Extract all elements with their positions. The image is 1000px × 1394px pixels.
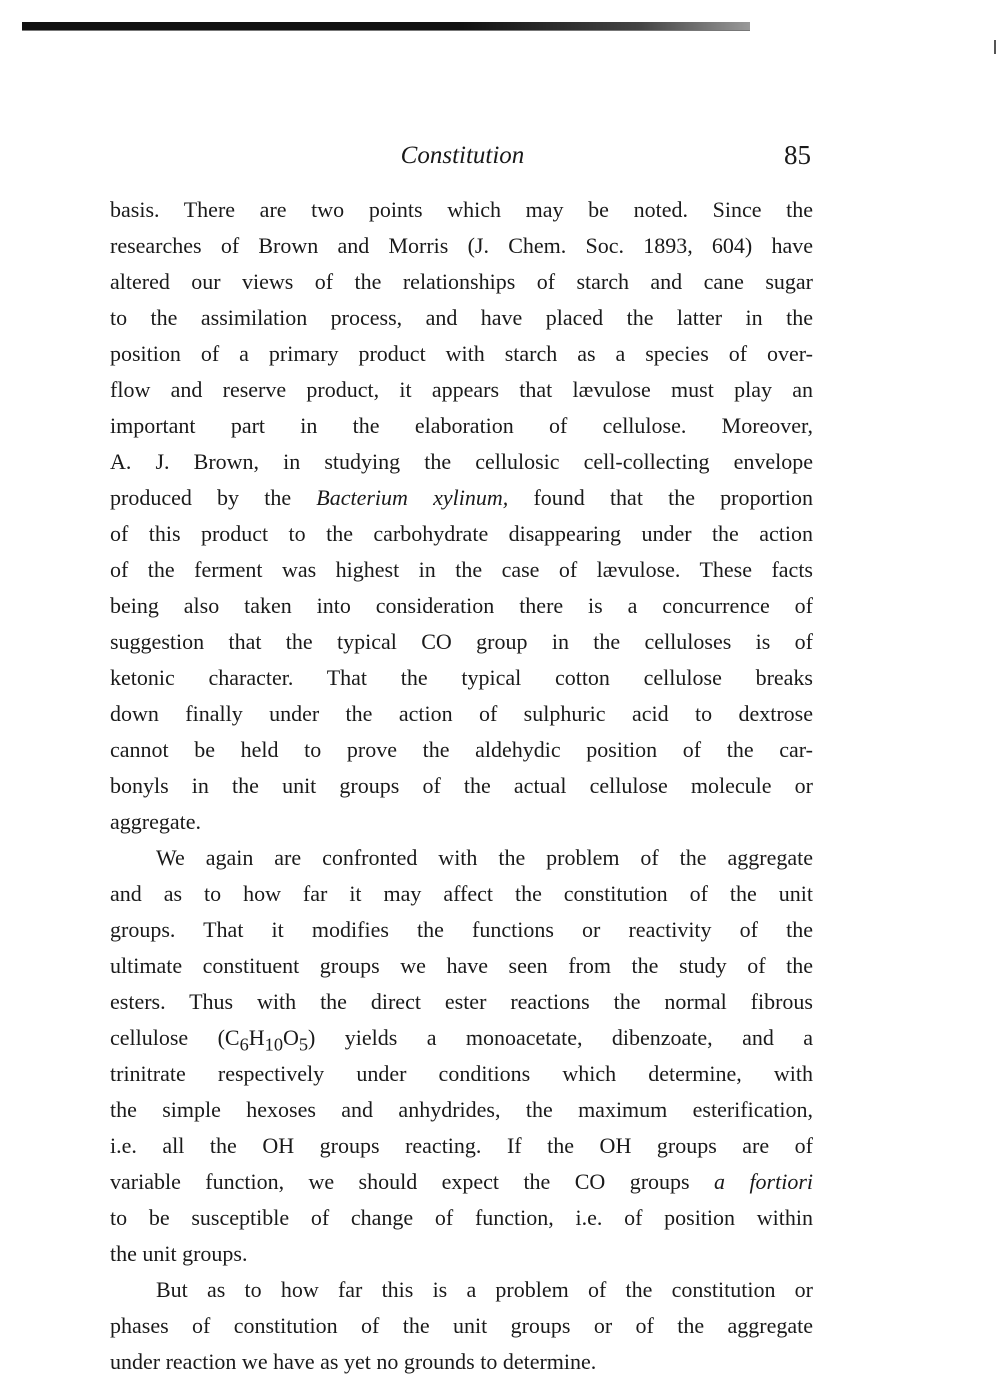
text-line: cannot be held to prove the aldehydic position of the car- (110, 737, 813, 762)
text-line: and as to how far it may affect the constitution of the unit (110, 881, 813, 906)
text-line: groups. That it modifies the functions or reactivity of the (110, 917, 813, 942)
text-line: position of a primary product with starch as a species of over- (110, 341, 813, 366)
text-line: the simple hexoses and anhydrides, the maximum esterification, (110, 1097, 813, 1122)
text-segment: produced by the (110, 485, 292, 510)
text-line: important part in the elaboration of cellulose. Moreover, (110, 413, 813, 438)
page-number: 85 (784, 140, 811, 170)
text-segment: H (248, 1025, 265, 1050)
text-line (110, 1020, 813, 1056)
text-segment: variable function, we should expect the CO groups (110, 1169, 690, 1194)
top-border-thin-rule (22, 30, 750, 31)
text-line: esters. Thus with the direct ester reactions the normal fibrous (110, 989, 813, 1014)
text-line: to be susceptible of change of function, i.e. of position within (110, 1205, 813, 1230)
text-line (110, 480, 813, 516)
text-line: suggestion that the typical CO group in the celluloses is of (110, 629, 813, 654)
text-line: phases of constitution of the unit groups or of the aggregate (110, 1313, 813, 1338)
text-line: ketonic character. That the typical cotton cellulose breaks (110, 665, 813, 690)
text-line: of this product to the carbohydrate disappearing under the action (110, 521, 813, 546)
running-title: Constitution (400, 142, 525, 169)
text-line: We again are confronted with the problem of the aggregate (156, 845, 813, 870)
latin-phrase-italic: a fortiori (714, 1169, 813, 1194)
text-segment: O (282, 1025, 299, 1050)
top-border-rule (22, 22, 750, 30)
subscript: 10 (264, 1034, 283, 1055)
subscript: 5 (298, 1034, 309, 1055)
text-line: aggregate. (110, 809, 201, 834)
species-name-italic: Bacterium xylinum, (316, 485, 509, 510)
text-line: of the ferment was highest in the case of lævulose. These facts (110, 557, 813, 582)
text-line: basis. There are two points which may be noted. Since the (110, 197, 813, 222)
text-segment: cellulose (C (110, 1025, 240, 1050)
text-line: altered our views of the relationships of starch and cane sugar (110, 269, 813, 294)
text-line: being also taken into consideration there is a concurrence of (110, 593, 813, 618)
text-line: trinitrate respectively under conditions which determine, with (110, 1061, 813, 1086)
text-line: bonyls in the unit groups of the actual cellulose molecule or (110, 773, 813, 798)
text-line: i.e. all the OH groups reacting. If the OH groups are of (110, 1133, 813, 1158)
text-line: the unit groups. (110, 1241, 248, 1266)
body-text (110, 192, 813, 1380)
text-line: to the assimilation process, and have placed the latter in the (110, 305, 813, 330)
text-line: flow and reserve product, it appears that lævulose must play an (110, 377, 813, 402)
text-segment: found that the proportion (533, 485, 813, 510)
text-line: A. J. Brown, in studying the cellulosic cell-collecting envelope (110, 449, 813, 474)
text-line (110, 1164, 813, 1200)
text-line: down finally under the action of sulphuric acid to dextrose (110, 701, 813, 726)
text-line: ultimate constituent groups we have seen from the study of the (110, 953, 813, 978)
text-line: researches of Brown and Morris (J. Chem. Soc. 1893, 604) have (110, 233, 813, 258)
text-line: But as to how far this is a problem of the constitution or (156, 1277, 813, 1302)
text-line: under reaction we have as yet no grounds to determine. (110, 1349, 597, 1374)
subscript: 6 (239, 1034, 249, 1055)
text-segment: ) yields a monoacetate, dibenzoate, and a (308, 1025, 813, 1050)
scan-edge-mark (994, 40, 996, 54)
page-header (110, 136, 815, 176)
